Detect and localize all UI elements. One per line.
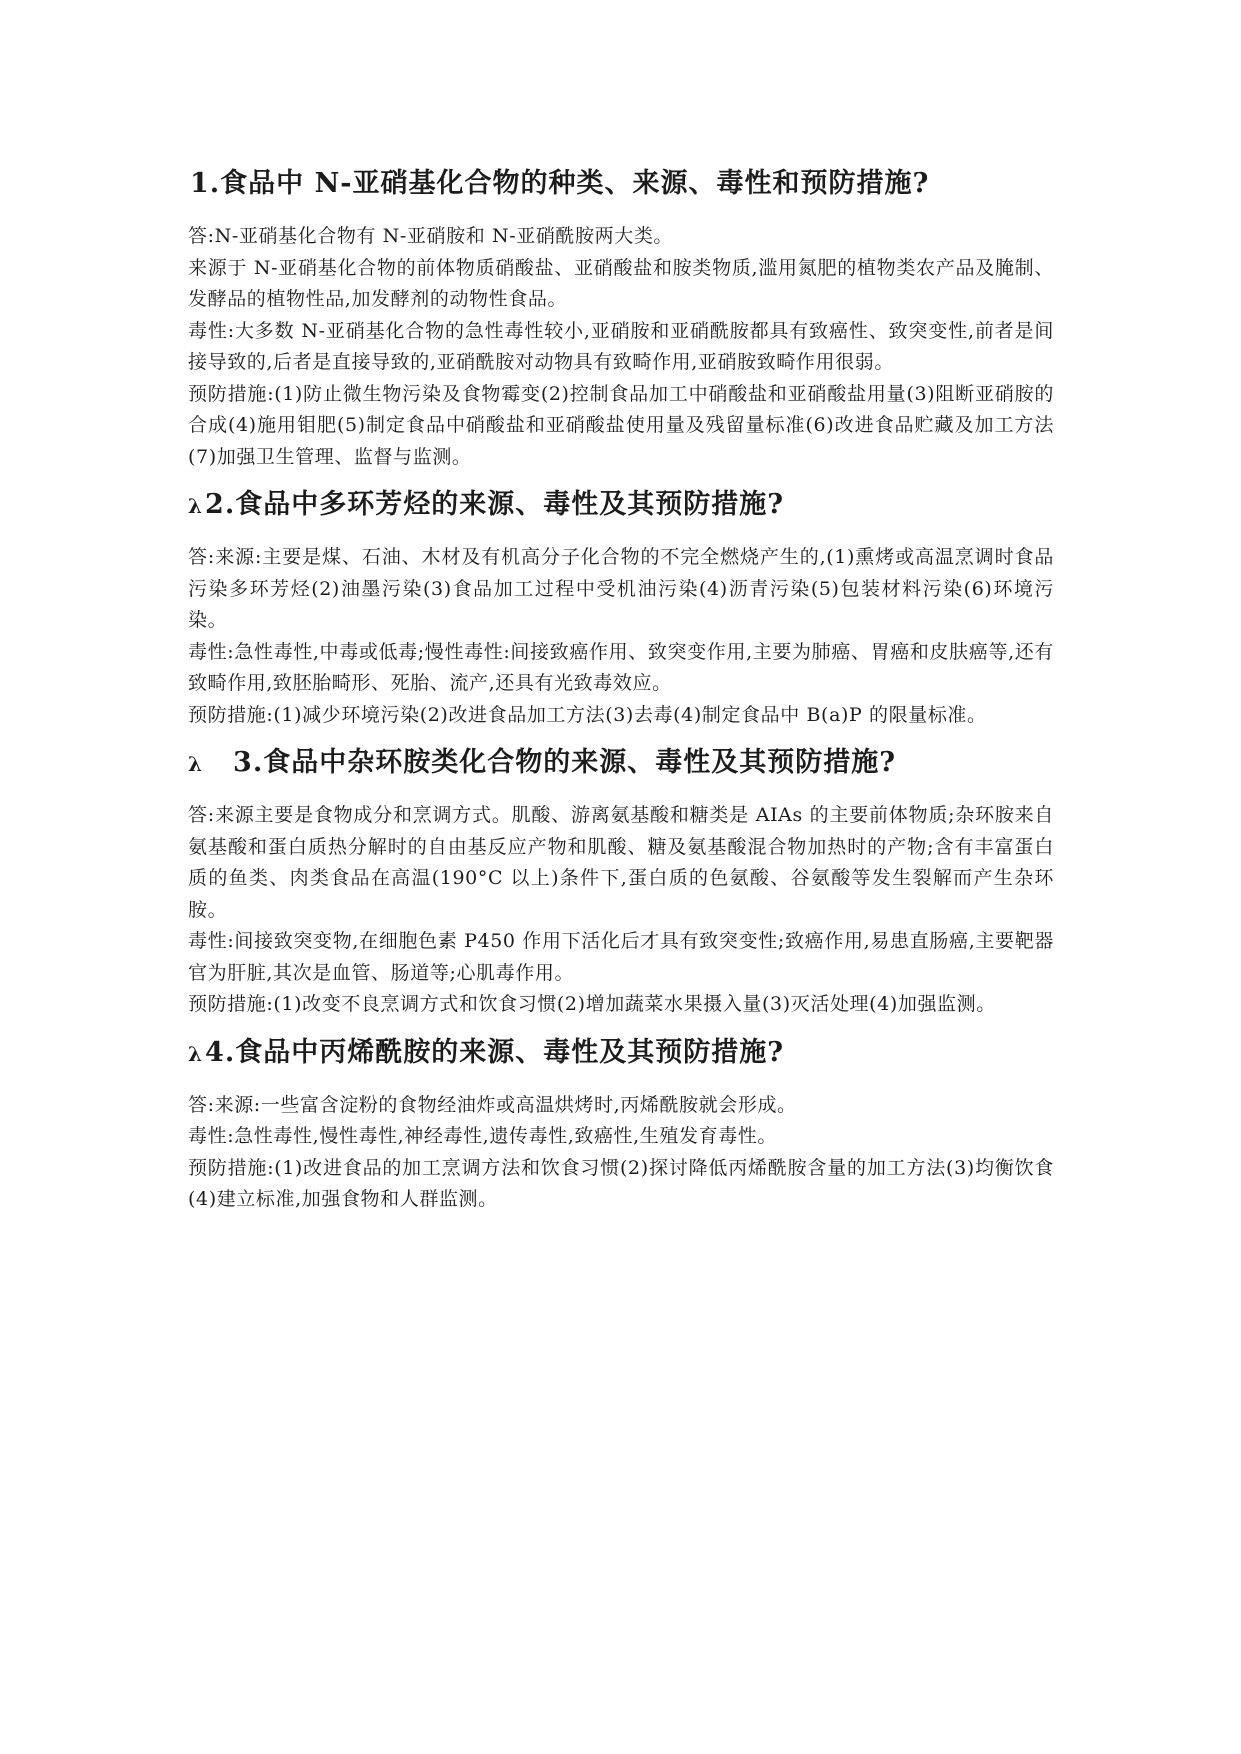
bullet-marker: λ	[188, 494, 204, 518]
answer-paragraph: 毒性:急性毒性,慢性毒性,神经毒性,遗传毒性,致癌性,生殖发育毒性。	[188, 1125, 778, 1147]
question-title: 4.食品中丙烯酰胺的来源、毒性及其预防措施?	[205, 1036, 785, 1068]
bullet-marker: λ	[188, 1041, 204, 1066]
question-section-2	[188, 485, 1054, 731]
answer-paragraph: 答:来源:一些富含淀粉的食物经油炸或高温烘烤时,丙烯酰胺就会形成。	[188, 1093, 797, 1116]
question-heading	[188, 485, 1054, 526]
question-heading	[188, 164, 1054, 205]
question-section-3	[188, 743, 1054, 1021]
answer-paragraph: 答:来源:主要是煤、石油、木材及有机高分子化合物的不完全燃烧产生的,(1)熏烤或高温烹调时食品污染多环芳烃(2)油墨污染(3)食品加工过程中受机油污染(4)沥青污染(5)包装材料污染(6)环境污染。	[188, 546, 1054, 631]
answer-paragraph: 答:来源主要是食物成分和烹调方式。肌酸、游离氨基酸和糖类是 AIAs 的主要前体物质;杂环胺来自氨基酸和蛋白质热分解时的自由基反应产物和肌酸、糖及氨基酸混合物加热时的产物;含有丰富蛋白质的鱼类、肉类食品在高温(190°C 以上)条件下,蛋白质的色氨酸、谷氨酸等发生裂解而产生杂环胺。	[188, 804, 1054, 921]
question-section-1	[188, 164, 1054, 473]
answer-paragraph: 预防措施:(1)改变不良烹调方式和饮食习惯(2)增加蔬菜水果摄入量(3)灭活处理(4)加强监测。	[188, 993, 996, 1015]
question-title: 1.食品中 N-亚硝基化合物的种类、来源、毒性和预防措施?	[190, 168, 930, 199]
question-heading	[188, 1033, 1054, 1074]
answer-paragraph: 毒性:间接致突变物,在细胞色素 P450 作用下活化后才具有致突变性;致癌作用,易患直肠癌,主要靶器官为肝脏,其次是血管、肠道等;心肌毒作用。	[188, 930, 1054, 984]
answer-paragraph: 预防措施:(1)改进食品的加工烹调方法和饮食习惯(2)探讨降低丙烯酰胺含量的加工方法(3)均衡饮食(4)建立标准,加强食物和人群监测。	[188, 1156, 1054, 1210]
bullet-marker: λ	[188, 752, 204, 776]
answer-paragraph: 答:N-亚硝基化合物有 N-亚硝胺和 N-亚硝酰胺两大类。	[188, 225, 674, 247]
answer-paragraph: 毒性:大多数 N-亚硝基化合物的急性毒性较小,亚硝胺和亚硝酰胺都具有致癌性、致突变性,前者是间接导致的,后者是直接导致的,亚硝酰胺对动物具有致畸作用,亚硝胺致畸作用很弱。	[188, 319, 1054, 373]
answer-paragraph: 毒性:急性毒性,中毒或低毒;慢性毒性:间接致癌作用、致突变作用,主要为肺癌、胃癌和皮肤癌等,还有致畸作用,致胚胎畸形、死胎、流产,还具有光致毒效应。	[188, 640, 1054, 694]
answer-paragraph: 预防措施:(1)防止微生物污染及食物霉变(2)控制食品加工中硝酸盐和亚硝酸盐用量(3)阻断亚硝胺的合成(4)施用钼肥(5)制定食品中硝酸盐和亚硝酸盐使用量及残留量标准(6)改进食品贮藏及加工方法(7)加强卫生管理、监督与监测。	[188, 382, 1054, 468]
answer-paragraph: 来源于 N-亚硝基化合物的前体物质硝酸盐、亚硝酸盐和胺类物质,滥用氮肥的植物类农产品及腌制、发酵品的植物性品,加发酵剂的动物性食品。	[188, 256, 1054, 310]
question-heading	[188, 743, 1054, 784]
document-body	[188, 164, 1054, 1216]
question-section-4	[188, 1033, 1054, 1216]
question-title: 2.食品中多环芳烃的来源、毒性及其预防措施?	[205, 489, 785, 520]
question-title: 3.食品中杂环胺类化合物的来源、毒性及其预防措施?	[233, 747, 897, 778]
answer-paragraph: 预防措施:(1)减少环境污染(2)改进食品加工方法(3)去毒(4)制定食品中 B(a)P 的限量标准。	[188, 703, 987, 726]
